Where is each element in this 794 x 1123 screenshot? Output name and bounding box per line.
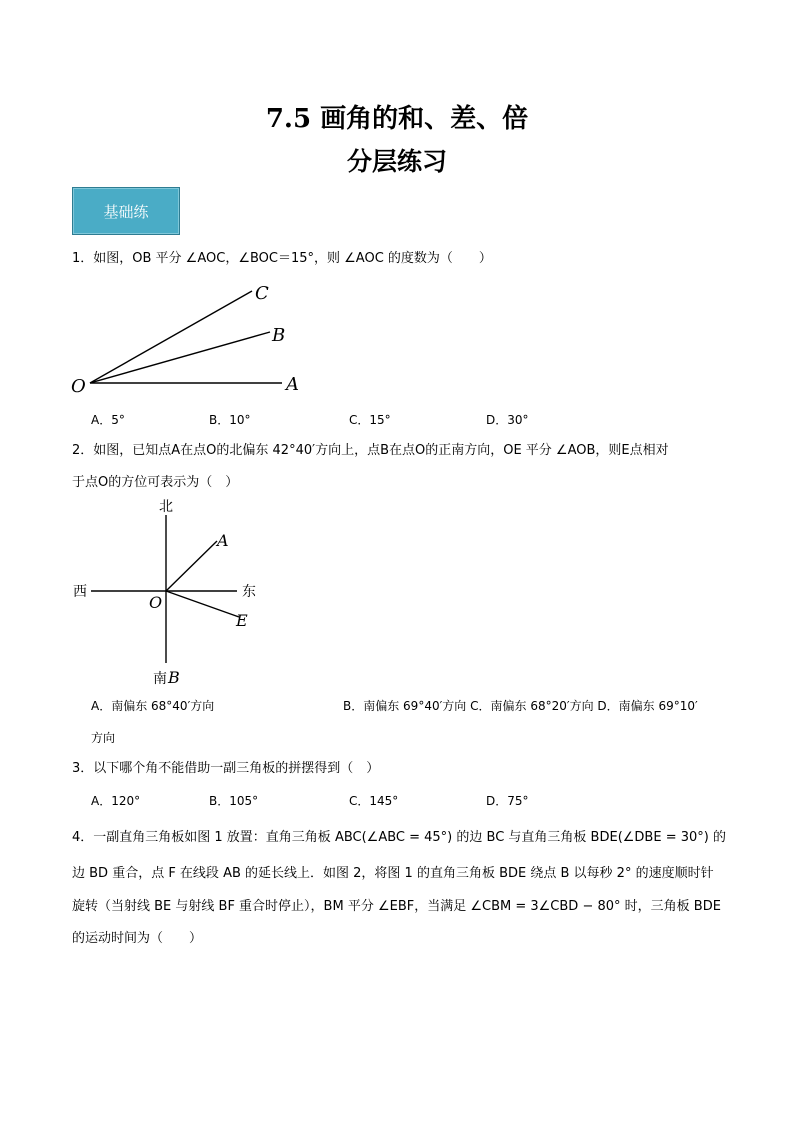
label-east: 东 xyxy=(242,584,256,600)
label-south: 南 xyxy=(153,671,167,687)
page-title: 7.5 画角的和、差、倍 xyxy=(265,104,529,134)
question-3-text: 3．以下哪个角不能借助一副三角板的拼摆得到（ ） xyxy=(72,761,380,776)
ray-ob xyxy=(90,332,270,383)
question-1-figure xyxy=(60,275,320,400)
page-subtitle: 分层练习 xyxy=(346,147,447,176)
label-o: O xyxy=(149,593,163,612)
q2-option-a: A．南偏东 68°40′方向 xyxy=(91,699,215,713)
label-north: 北 xyxy=(159,499,173,515)
section-badge: 基础练 xyxy=(72,187,180,235)
q3-option-a: A．120° xyxy=(91,794,141,808)
q1-option-c: C．15° xyxy=(349,413,391,427)
ray-oe xyxy=(166,591,239,617)
q1-option-d: D．30° xyxy=(486,413,529,427)
label-c: C xyxy=(255,283,269,304)
question-2-line2: 于点O的方位可表示为（ ） xyxy=(72,475,239,490)
q2-option-d-continued: 方向 xyxy=(91,731,116,745)
label-a: A xyxy=(217,531,229,550)
label-b: B xyxy=(168,668,180,687)
question-2-figure xyxy=(65,495,275,695)
q2-options-bcd: B．南偏东 69°40′方向 C．南偏东 68°20′方向 D．南偏东 69°10′ xyxy=(343,699,698,713)
q1-option-b: B．10° xyxy=(209,413,251,427)
ray-oa xyxy=(166,541,217,591)
question-4-line3: 旋转（当射线 BE 与射线 BF 重合时停止），BM 平分 ∠EBF，当满足 ∠CBM = 3∠CBD − 80° 时，三角板 BDE xyxy=(72,899,721,914)
ray-oc xyxy=(90,291,252,383)
question-4-line2: 边 BD 重合，点 F 在线段 AB 的延长线上．如图 2，将图 1 的直角三角板 BDE 绕点 B 以每秒 2° 的速度顺时针 xyxy=(72,866,714,881)
question-1-text: 1．如图，OB 平分 ∠AOC，∠BOC＝15°，则 ∠AOC 的度数为（ ） xyxy=(72,251,492,266)
q3-option-d: D．75° xyxy=(486,794,529,808)
label-b: B xyxy=(272,325,286,346)
question-2-line1: 2．如图，已知点A在点O的北偏东 42°40′方向上，点B在点O的正南方向，OE 平分 ∠AOB，则E点相对 xyxy=(72,443,669,458)
question-4-line1: 4．一副直角三角板如图 1 放置：直角三角板 ABC(∠ABC = 45°) 的边 BC 与直角三角板 BDE(∠DBE = 30°) 的 xyxy=(72,830,726,845)
label-a: A xyxy=(286,374,299,395)
q1-option-a: A．5° xyxy=(91,413,125,427)
label-west: 西 xyxy=(73,584,87,600)
label-e: E xyxy=(236,611,248,630)
q3-option-c: C．145° xyxy=(349,794,399,808)
q3-option-b: B．105° xyxy=(209,794,259,808)
label-o: O xyxy=(71,376,86,397)
question-4-line4: 的运动时间为（ ） xyxy=(72,931,203,946)
